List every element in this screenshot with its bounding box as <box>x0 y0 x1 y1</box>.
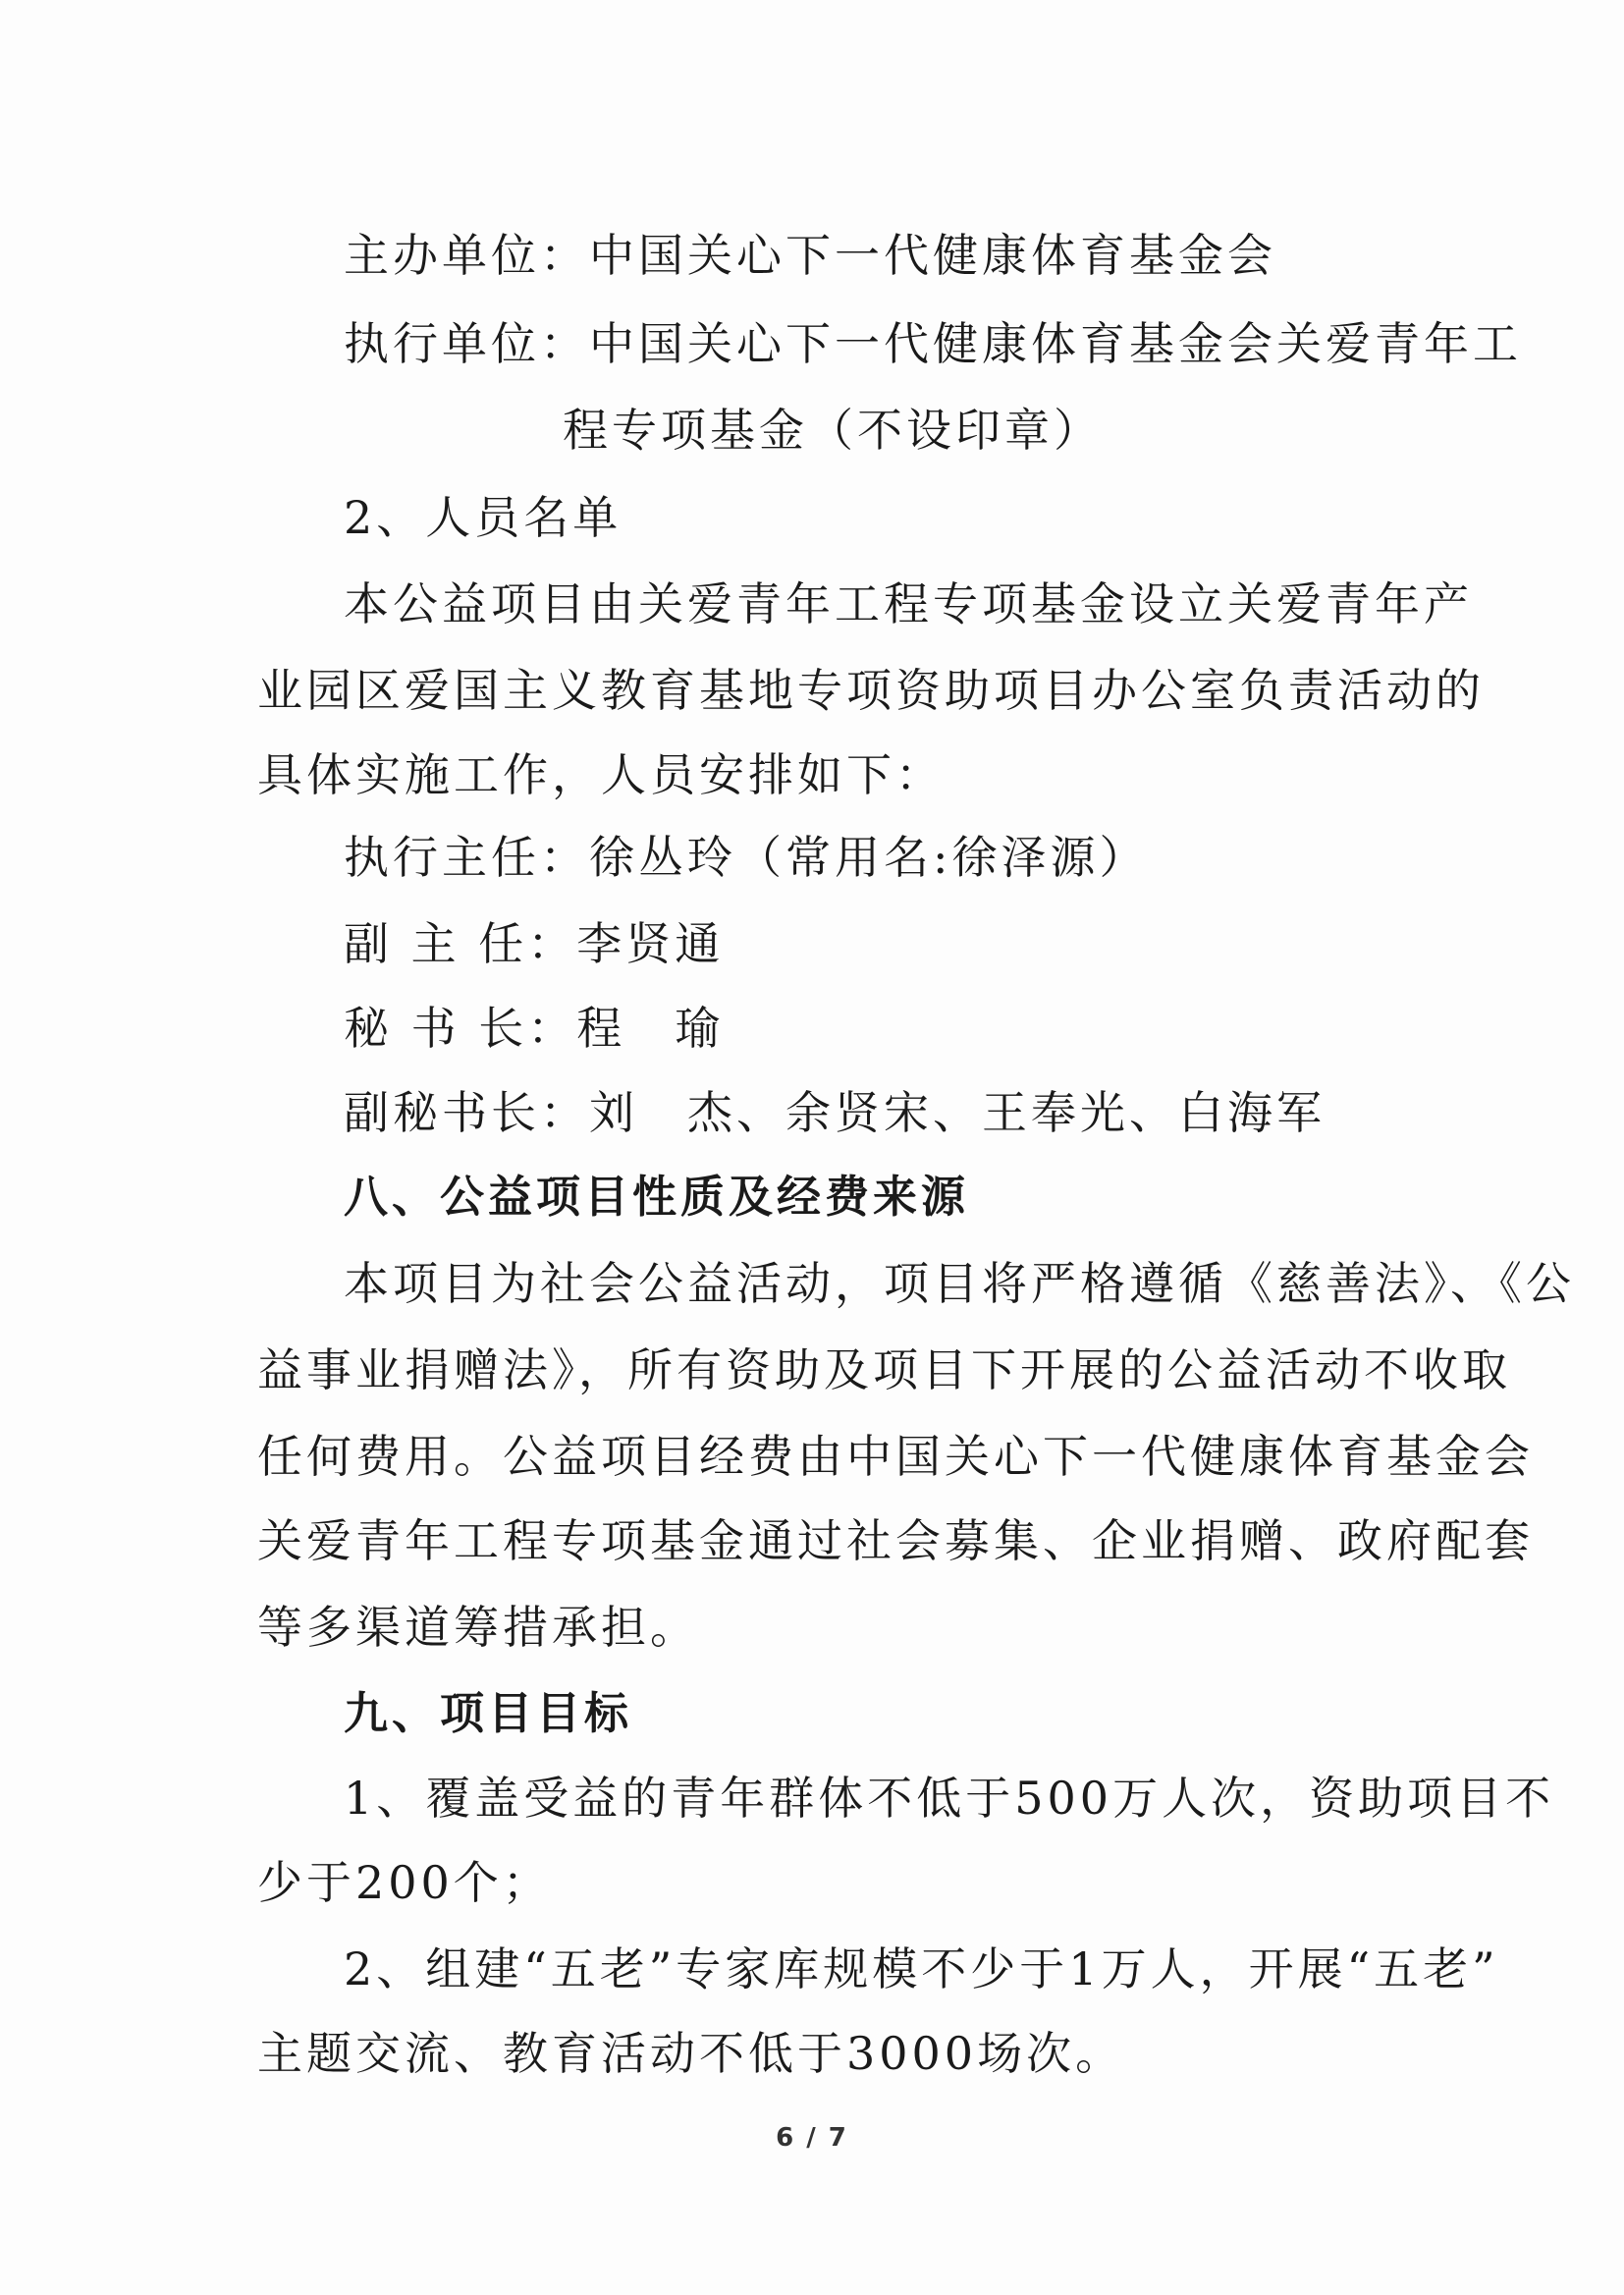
staff-deputy-secretaries: 副秘书长：刘 杰、余贤宋、王奉光、白海军 <box>344 1086 1326 1139</box>
paragraph-line: 任何费用。公益项目经费由中国关心下一代健康体育基金会 <box>257 1430 1534 1483</box>
paragraph-line: 本公益项目由关爱青年工程专项基金设立关爱青年产 <box>344 577 1473 630</box>
paragraph-line: 本项目为社会公益活动，项目将严格遵循《慈善法》、《公 <box>344 1257 1575 1310</box>
staff-executive-director: 执行主任：徐丛玲（常用名:徐泽源） <box>344 831 1149 884</box>
staff-deputy-director: 副 主 任：李贤通 <box>344 917 725 970</box>
goal-item-1: 1、覆盖受益的青年群体不低于500万人次，资助项目不 <box>344 1772 1555 1825</box>
section-heading-9: 九、项目目标 <box>344 1687 633 1739</box>
paragraph-line: 具体实施工作，人员安排如下： <box>257 748 945 801</box>
paragraph-line: 等多渠道筹措承担。 <box>257 1601 699 1654</box>
text-line-staff-heading: 2、人员名单 <box>344 491 623 544</box>
text-line-executor: 执行单位：中国关心下一代健康体育基金会关爱青年工 <box>344 317 1522 370</box>
goal-item-2-cont: 主题交流、教育活动不低于3000场次。 <box>257 2027 1125 2080</box>
paragraph-line: 益事业捐赠法》，所有资助及项目下开展的公益活动不收取 <box>257 1343 1511 1396</box>
text-line-executor-cont: 程专项基金（不设印章） <box>563 404 1103 457</box>
goal-item-1-cont: 少于200个； <box>257 1856 552 1909</box>
staff-secretary-general: 秘 书 长：程 瑜 <box>344 1002 725 1055</box>
paragraph-line: 业园区爱国主义教育基地专项资助项目办公室负责活动的 <box>257 664 1485 717</box>
paragraph-line: 关爱青年工程专项基金通过社会募集、企业捐赠、政府配套 <box>257 1514 1534 1567</box>
text-line-host: 主办单位：中国关心下一代健康体育基金会 <box>344 229 1276 282</box>
section-heading-8: 八、公益项目性质及经费来源 <box>344 1171 970 1223</box>
page-number: 6 / 7 <box>776 2123 848 2153</box>
goal-item-2: 2、组建“五老”专家库规模不少于1万人，开展“五老” <box>344 1942 1499 1995</box>
